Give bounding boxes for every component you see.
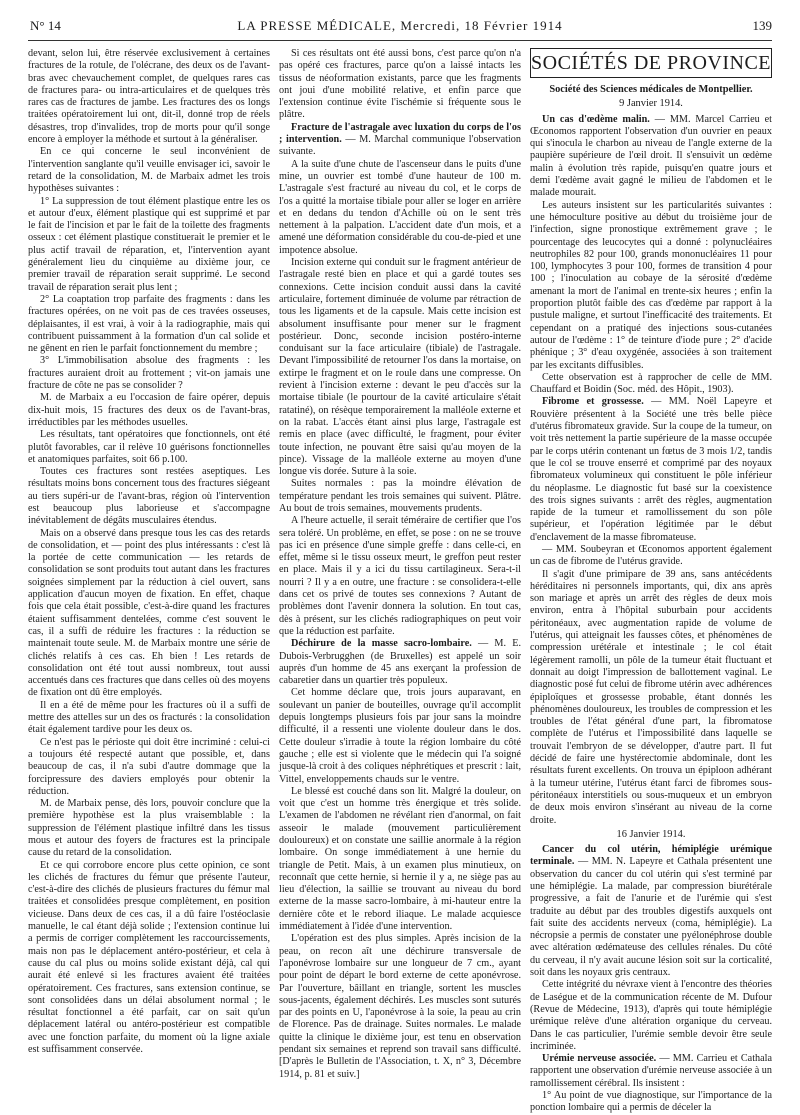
page-header: [28, 14, 772, 36]
article-oedeme: [530, 114, 772, 200]
paragraph: Il en a été de même pour les fractures où il a suffi de mettre des attelles sur un des os fracturés : la consolidation était également tardive pour les deux os.: [28, 699, 270, 736]
issue-number: N° 14: [30, 18, 61, 33]
paragraph: Mais on a observé dans presque tous les cas des retards de consolidation, et — point des plus intéressants : c'est là la portée de cette communication — les retards de consolidation se sont produits tout autant dans les fractures soignées simplement par la réduction à ciel ouvert, sans application d'aucun moyen de fixation. En effet, chaque fois que cela était possible, c'est-à-dire quand les fractures étaient suffisamment dentelées, comme c'est souvent le cas, il a suffi de réduire les fractures : la réduction se maintenait toute seule. M. de Marbaix montre une série de clichés relatifs à ces cas. Eh bien ! Les retards de consolidation ont été tout aussi nombreux, tout aussi accentués dans ces fractures que dans celles où des moyens de fixation ont dû être employés.: [28, 527, 270, 699]
paragraph: Les résultats, tant opératoires que fonctionnels, ont été plutôt favorables, car il relève 10 guérisons fonctionnelles et anatomiques parfaites, soit 66 p.100.: [28, 429, 270, 465]
paragraph: devant, selon lui, être réservée exclusivement à certaines fractures de la rotule, de l'olécrane, des deux os de l'avant-bras avec chevauchement complet, de quelques rares cas de fractures para- ou intra-articulaires et de quelques très rares cas de fractures de jambe. Les fractures des os longs traitées opératoirement lui ont, dit-il, donné trop de réels désastres, trop d'invalides, trop de morts pour qu'il songe encore à employer la méthode et surtout à la généraliser.: [28, 48, 270, 146]
paragraph: 2° La coaptation trop parfaite des fragments : dans les fractures opérées, on ne voit pas de ces travées osseuses, déplaisantes, il est vrai, à voir à la radiographie, mais qui contribuent puissamment à la formation d'un cal solide et ne gênent en rien le parfait fonctionnement du membre ;: [28, 293, 270, 355]
journal-title: LA PRESSE MÉDICALE, Mercredi, 18 Février 1914: [237, 18, 563, 33]
paragraph: A l'heure actuelle, il serait téméraire de certifier que l'os sera toléré. Un problème, en effet, se pose : on ne se trouve pas ici en présence d'une simple greffe : dans celle-ci, en effet, même si le tissu osseux meurt, le greffon peut rester en place. Mais il y a ici du tissu cartilagineux. Sera-t-il nourri ? Il y a en outre, une fracture : se consolidera-t-elle dans cet os privé de toutes ses connexions ? Autant de problèmes dont l'avenir donnera la solution. En tout cas, dès à présent, sur les clichés radiographiques on peut voir que la réduction est parfaite.: [279, 515, 521, 637]
paragraph: Les auteurs insistent sur les particularités suivantes : une hémoculture positive au début du troisième jour de l'infection, signe pronostique extrêmement grave ; le pourcentage des leucocytes qui a donné : polynucléaires neutrophiles 82 pour 100, grands mononucléaires 11 pour 100, lymphocytes 3 pour 100, formes de transition 4 pour 100 ; l'inoculation au cobaye de la sérosité d'œdème amenant la mort de l'animal en trente-six heures ; enfin la proportion plutôt faible des cas d'œdème par rapport à la pustule maligne, et surtout l'inefficacité des traitements. Et cependant on a pratiqué des injections sous-cutanées autour de l'œdème : 1° de teinture d'iode pure ; 2° d'acide phénique ; 3° d'eau oxygénée, associées à son traitement par les excitants diffusibles.: [530, 199, 772, 371]
article-lead: — MM. Carrieu et Cathala rapportent une observation d'urémie nerveuse associée à un ramollissement cérébral. Ils insistent :: [530, 1053, 772, 1089]
article-title: Urémie nerveuse associée.: [542, 1053, 657, 1065]
section-heading-box: [530, 48, 772, 78]
paragraph: Cet homme déclare que, trois jours auparavant, en soulevant un panier de bouteilles, ouvrage qu'il accomplit depuis longtemps plusieurs fois par jour sans la moindre difficulté, il a ressenti une violente douleur dans le dos. Cette douleur s'irradie à toute la région lombaire du côté gauche ; elle est si violente que le médecin qui l'a soigné jusque-là croit à des coliques néphrétiques et prescrit : lait, Vittel, enveloppements chauds sur le ventre.: [279, 687, 521, 785]
paragraph: Il s'agit d'une primipare de 39 ans, sans antécédents héréditaires ni personnels importants, qui, dix ans après son mariage et après un arrêt des règles de deux mois environ, entra à l'hôpital suburbain pour accidents péritonéaux, avec augmentation rapide de volume de l'utérus, qui atteignait les fausses côtes, et phénomènes de compression urétérale et intestinale ; le col était légèrement ramolli, un pôle de la tumeur était fluctuant et donnait au doigt l'impression de ballottement vaginal. Le diagnostic posé fut celui de fibrome utérin avec adhérences épiploïques et grossesse probable, étant donnés les phénomènes douloureux, les troubles de compression et les troubles de l'état général d'une part, la fibromatose complète de l'utérus et l'impossibilité dans laquelle se trouvait l'embryon de se développer, d'autre part. Il fut décidé de faire une hystérectomie abdominale, dont les résultats furent excellents. On trouva un épiploon adhérant à la tumeur utérine, l'utérus étant farci de fibromes sous-péritonéaux interstitiels ou sous-muqueux et un embryon de deux mois environ s'insérant au niveau de la corne droite.: [530, 568, 772, 826]
article-cancer: [530, 844, 772, 979]
article-lead: — M. Marchal communique l'observation suivante.: [279, 134, 521, 158]
paragraph: M. de Marbaix a eu l'occasion de faire opérer, depuis dix-huit mois, 15 fractures des deux os de l'avant-bras, irréductibles par les méthodes usuelles.: [28, 392, 270, 428]
article-title: Déchirure de la masse sacro-lombaire.: [291, 638, 472, 650]
paragraph: 3° L'immobilisation absolue des fragments : les fractures auraient droit au frottement ; vit-on jamais une fracture de côte ne pas se consolider ?: [28, 355, 270, 392]
paragraph: Et ce qui corrobore encore plus cette opinion, ce sont les clichés de fractures du fémur que présente l'auteur, c'est-à-dire des clichés de plusieurs fractures du fémur mal traitées et consolidées presque complètement, en position vicieuse. Dans deux de ces cas, il a dû faire l'ostéoclasie manuelle, le cal étant déjà solide ; l'extension continue lui a permis de corriger complètement les raccourcissements, mais non pas le déplacement antéro-postérieur, et cela à cause du cal plus ou moins solide existant déjà, cal qui aurait été enlevé si les fractures avaient été traitées opératoirement. Ces fractures, sans extension continue, se sont consolidées dans un délai absolument normal ; le résultat fonctionnel a été parfait, car on sait qu'un déplacement latéral ou antéro-postérieur est compatible avec une fonction parfaite, du moment où la ligne axiale est suffisamment conservée.: [28, 859, 270, 1056]
header-rule: [28, 40, 772, 41]
paragraph: En ce qui concerne le seul inconvénient de l'intervention sanglante qu'il veuille envisager ici, savoir le retard de la consolidation, M. de Marbaix admet les trois hypothèses suivantes :: [28, 146, 270, 195]
paragraph: Toutes ces fractures sont restées aseptiques. Les résultats moins bons concernent tous des fractures siégeant au tiers supéri-ur de l'avant-bras, région où l'intervention est beaucoup plus laborieuse et s'accompagne inévitablement de dégâts musculaires étendus.: [28, 466, 270, 527]
paragraph: A la suite d'une chute de l'ascenseur dans le puits d'une mine, un ouvrier est tombé d'une hauteur de 100 m. L'astragale s'est fracturé au niveau du col, et le corps de l'os a quitté la mortaise tibiale pour aller se loger en arrière et en dedans du tendon d'Achille où on le sent très nettement à la palpation. L'accident date d'un mois, et a amené une déformation considérable du cou-de-pied et une impotence absolue.: [279, 158, 521, 256]
paragraph: — MM. Soubeyran et Œconomos apportent également un cas de fibrome de l'utérus gravide.: [530, 543, 772, 568]
paragraph: Le blessé est couché dans son lit. Malgré la douleur, on voit que c'est un homme très énergique et très solide. L'examen de l'abdomen ne révélant rien d'anormal, on fait asseoir le malade (mouvement particulièrement douloureux) et on constate une saillie anormale à la région lombaire. On songe immédiatement à une hernie du triangle de Petit. Mais, à un examen plus minutieux, on reconnaît que cette hernie, si hernie il y a, ne siège pas au lieu d'élection, la saillie se trouvant au niveau du bord externe de la masse sacro-lombaire, à mi-hauteur entre la dernière côte et le rebord iliaque. Le malade acquiesce immédiatement à l'idée d'une intervention.: [279, 785, 521, 933]
society-name: Société des Sciences médicales de Montpellier.: [549, 84, 753, 95]
section-title: SOCIÉTÉS DE PROVINCE: [531, 52, 772, 74]
article-lead: — MM. Marcel Carrieu et Œconomos rapportent l'observation d'un ouvrier en peaux qui s'inocula le charbon au niveau de l'angle externe de la paupière supérieure de l'œil droit. Il s'ensuivit un œdème malin à évolution très rapide, puisqu'en quatre jours et demi l'œdème avait gagné le milieu de l'abdomen et le malade mourait.: [530, 113, 772, 199]
article-astragale: [279, 122, 521, 159]
article-title: Fibrome et grossesse.: [542, 396, 644, 408]
paragraph: L'opération est des plus simples. Après incision de la peau, on recon aît une déchirure transversale de l'aponévrose lombaire sur une longueur de 7 cm., ayant pour point de départ le bord externe de cette aponévrose. Par l'ouverture, bâillant en triangle, sortent les muscles sous-jacents, également déchirés. Les muscles sont suturés par des points en U, l'aponévrose à la soie, la peau au crin de Florence. Pas de drainage. Suites normales. Le malade quitte la clinique le dixième jour, est tenu en observation pendant six semaines et reprend son travail sans difficulté. [D'après le Bulletin de l'Association, t. X, n° 3, Décembre 1914, p. 81 et suiv.]: [279, 933, 521, 1080]
journal-page: [28, 14, 773, 1114]
article-title: Un cas d'œdème malin.: [542, 113, 650, 125]
column-right: [530, 48, 773, 1114]
session-date: 9 Janvier 1914.: [619, 98, 683, 110]
session-date: 16 Janvier 1914.: [616, 828, 686, 840]
paragraph: Cette intégrité du névraxe vient à l'encontre des théories de Laségue et de la communication récente de M. Dufour (Revue de Médecine, 1913), d'après qui toute hémiplégie urémique relève d'une altération organique du cerveau. Dans le cas particulier, l'urémie semble devoir être seule incriminée.: [530, 979, 772, 1052]
paragraph: 1° La suppression de tout élément plastique entre les os et autour d'eux, élément plastique qui est supprimé et par le fait de l'incision et par le fait de la toilette des fragments osseux : cet élément plastique constituerait le premier et le plus actif travail de réparation, et, l'intervention ayant généralement lieu du cinquième au dixième jour, ce premier travail de réparation serait supprimé. Le second travail de réparation serait plus lent ;: [28, 195, 270, 293]
column-left: [28, 48, 270, 1068]
paragraph: 1° Au point de vue diagnostique, sur l'importance de la ponction lombaire qui a permis de déceler la: [530, 1090, 772, 1114]
paragraph: Si ces résultats ont été aussi bons, c'est parce qu'on n'a pas opéré ces fractures, parce qu'on a laissé intacts les tissus de néoformation existants, parce que les fragments ont joui d'une mobilité relative, et enfin parce que l'extension continue évite l'ischémie si fréquente sous le plâtre.: [279, 48, 521, 121]
page-number: 139: [752, 18, 772, 33]
article-uremie: [530, 1053, 772, 1090]
paragraph: M. de Marbaix pense, dès lors, pouvoir conclure que la première hypothèse est la plus vraisemblable : la suppression de l'élément plastique infiltré dans les tissus mous et autour des foyers de fractures est la principale cause du retard de la consolidation.: [28, 798, 270, 859]
paragraph: Suites normales : pas la moindre élévation de température pendant les trois semaines qui suivent. Plâtre. Au bout de trois semaines, mouvements prudents.: [279, 478, 521, 514]
article-title: Fracture de l'astragale avec luxation du corps de l'os ; intervention.: [279, 121, 521, 146]
column-middle: [279, 48, 521, 1080]
article-lead: — M. E. Dubois-Verbrugghen (de Bruxelles) est appelé un soir auprès d'un homme de 45 ans exerçant la profession de cabaretier dans un quartier très populeux.: [279, 638, 521, 687]
paragraph: Incision externe qui conduit sur le fragment antérieur de l'astragale resté bien en place et qui a gardé toutes ses connexions. Cette incision conduit aussi dans la cavité articulaire, fortement diminuée de volume par rétraction de tous les ligaments et de la capsule. Mais cette incision est absolument insuffisante pour mener sur le fragment postérieur. Donc, seconde incision postéro-interne conduisant sur la face articulaire (tibiale) de l'astragale. Devant l'impossibilité de retourner l'os dans la mortaise, on extirpe le fragment et on le roule dans une compresse. On revient à l'incision externe : devant le peu d'accès sur la mortaise tibiale (le pourtour de la cavité articulaire s'était ratatiné), on résèque temporairement la malléole externe et on la rabat. L'accès étant ainsi plus large, l'astragale est remis en place (avec difficulté, le fragment, pour éviter toute infection, ne pouvant être saisi qu'au moyen de la pince). Vissage de la malléole externe au moyen d'une longue vis dorée. Suture à la soie.: [279, 257, 521, 478]
article-lead: — MM. Noël Lapeyre et Rouvière présentent à la Société une très belle pièce d'utérus fibromateux gravide. Sur la coupe de la tumeur, on voit très nettement la partie supérieure de la masse occupée par le corps utérin contenant un fœtus de 3 mois 1/2, tandis que le col se trouve enserré et comprimé par des noyaux fibromateux volumineux qui constituent le pôle inférieur du néoplasme. Le diagnostic fut basé sur la coexistence des trois signes suivants : arrêt des règles, augmentation rapide de la tumeur et ramollissement du son pôle supérieur, et l'opération légitimée par le début d'enclavement de la masse fibromateuse.: [530, 396, 773, 543]
article-dechirure: [279, 638, 521, 687]
article-lead: — MM. N. Lapeyre et Cathala présentent une observation du cancer du col utérin qui s'est terminé par une hémiplégie. La malade, par compression biurétérale progressive, a fait de l'anurie et de l'urémie qui s'est traduite au début par des troubles digestifs auxquels ont fait suite des accidents nerveux (coma, hémiplégie). La nécropsie a permis de constater une pyélonéphrose double avec altération œdémateuse des cellules rénales. Du côté du cerveau, il n'y avait aucune lésion soit sur la corticalité, soit dans les noyaux gris centraux.: [530, 856, 772, 979]
article-title: Cancer du col utérin, hémiplégie urémique terminale.: [530, 844, 772, 868]
paragraph: Ce n'est pas le périoste qui doit être incriminé : celui-ci a toujours été respecté autant que possible, et, dans beaucoup de cas, il n'a subi d'autre dommage que la forcipressure des daviers employés pour obtenir la réduction.: [28, 736, 270, 797]
article-fibrome: [530, 396, 772, 544]
paragraph: Cette observation est à rapprocher de celle de MM. Chauffard et Boidin (Soc. méd. des Hôpit., 1903).: [530, 371, 772, 396]
